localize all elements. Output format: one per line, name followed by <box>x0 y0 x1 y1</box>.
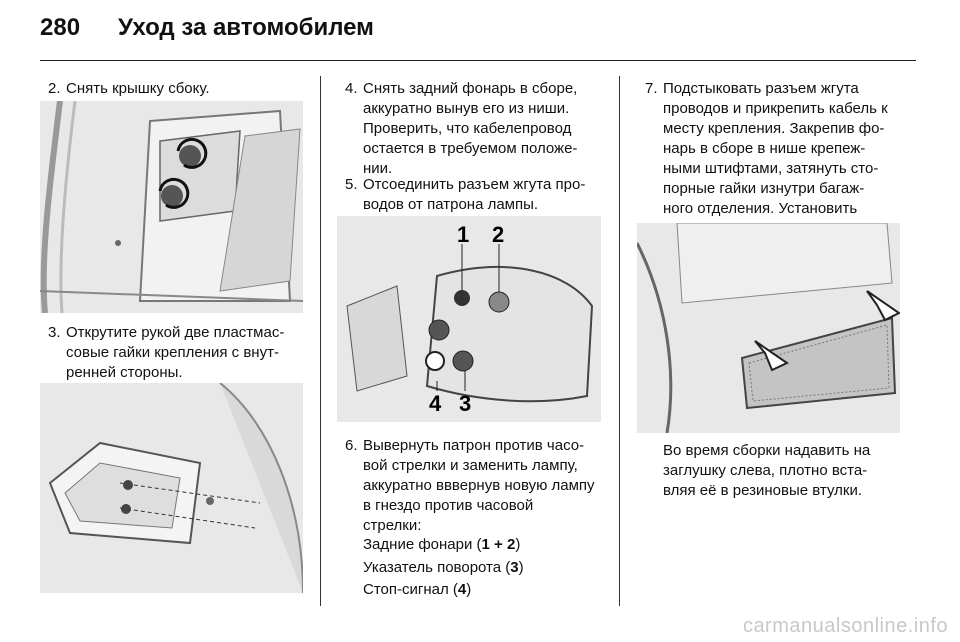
step-text: Подстыковать разъем жгута проводов и прикрепить кабель к месту крепления. Закрепив фо- нарь в сборе в нише крепеж- ными штифтами, затянуть сто- порные гайки изнутри багаж- ного отделения. Установить <box>663 80 888 217</box>
step-4 <box>345 79 610 179</box>
step-7 <box>645 79 920 239</box>
bulb-tail-lights: Задние фонари (1 + 2) <box>363 536 521 553</box>
step-2 <box>48 79 308 99</box>
step-3 <box>48 323 318 383</box>
callout-2: 2 <box>492 222 505 247</box>
page-title: Уход за автомобилем <box>118 14 374 41</box>
column-divider <box>320 76 321 606</box>
side-cover-figure <box>40 101 303 313</box>
assembly-note: Во время сборки надавить на заглушку слева, плотно вста- вляя её в резиновые втулки. <box>663 442 871 499</box>
bulb-brake-light: Стоп-сигнал (4) <box>363 581 472 598</box>
cover-reinstall-figure <box>637 223 900 433</box>
step-6 <box>345 436 613 536</box>
step-text: Открутите рукой две пластмас- совые гайки крепления с внут- ренней стороны. <box>66 324 285 381</box>
page-number: 280 <box>40 14 81 41</box>
step-number: 7. <box>645 80 658 97</box>
header-divider <box>40 60 916 61</box>
step-number: 5. <box>345 176 358 193</box>
bulb-turn-signal: Указатель поворота (3) <box>363 559 524 576</box>
bulb-holder-figure <box>337 216 601 422</box>
step-text: Вывернуть патрон против часо- вой стрелки и заменить лампу, аккуратно вввернув новую лампу в гнездо против часовой стрелки: <box>363 437 595 534</box>
tail-lamp-removal-figure <box>40 383 303 593</box>
step-5 <box>345 175 610 215</box>
step-number: 2. <box>48 80 61 97</box>
callout-3: 3 <box>459 391 472 416</box>
step-text: Снять крышку сбоку. <box>66 80 210 97</box>
step-number: 6. <box>345 437 358 454</box>
column-divider <box>619 76 620 606</box>
callout-1: 1 <box>457 222 470 247</box>
callout-4: 4 <box>429 391 442 416</box>
step-text: Снять задний фонарь в сборе, аккуратно вынув его из ниши. Проверить, что кабелепровод остается в требуемом положе- нии. <box>363 80 578 177</box>
step-number: 3. <box>48 324 61 341</box>
step-text: Отсоединить разъем жгута про- водов от патрона лампы. <box>363 176 586 213</box>
step-number: 4. <box>345 80 358 97</box>
watermark: carmanualsonline.info <box>742 615 948 637</box>
